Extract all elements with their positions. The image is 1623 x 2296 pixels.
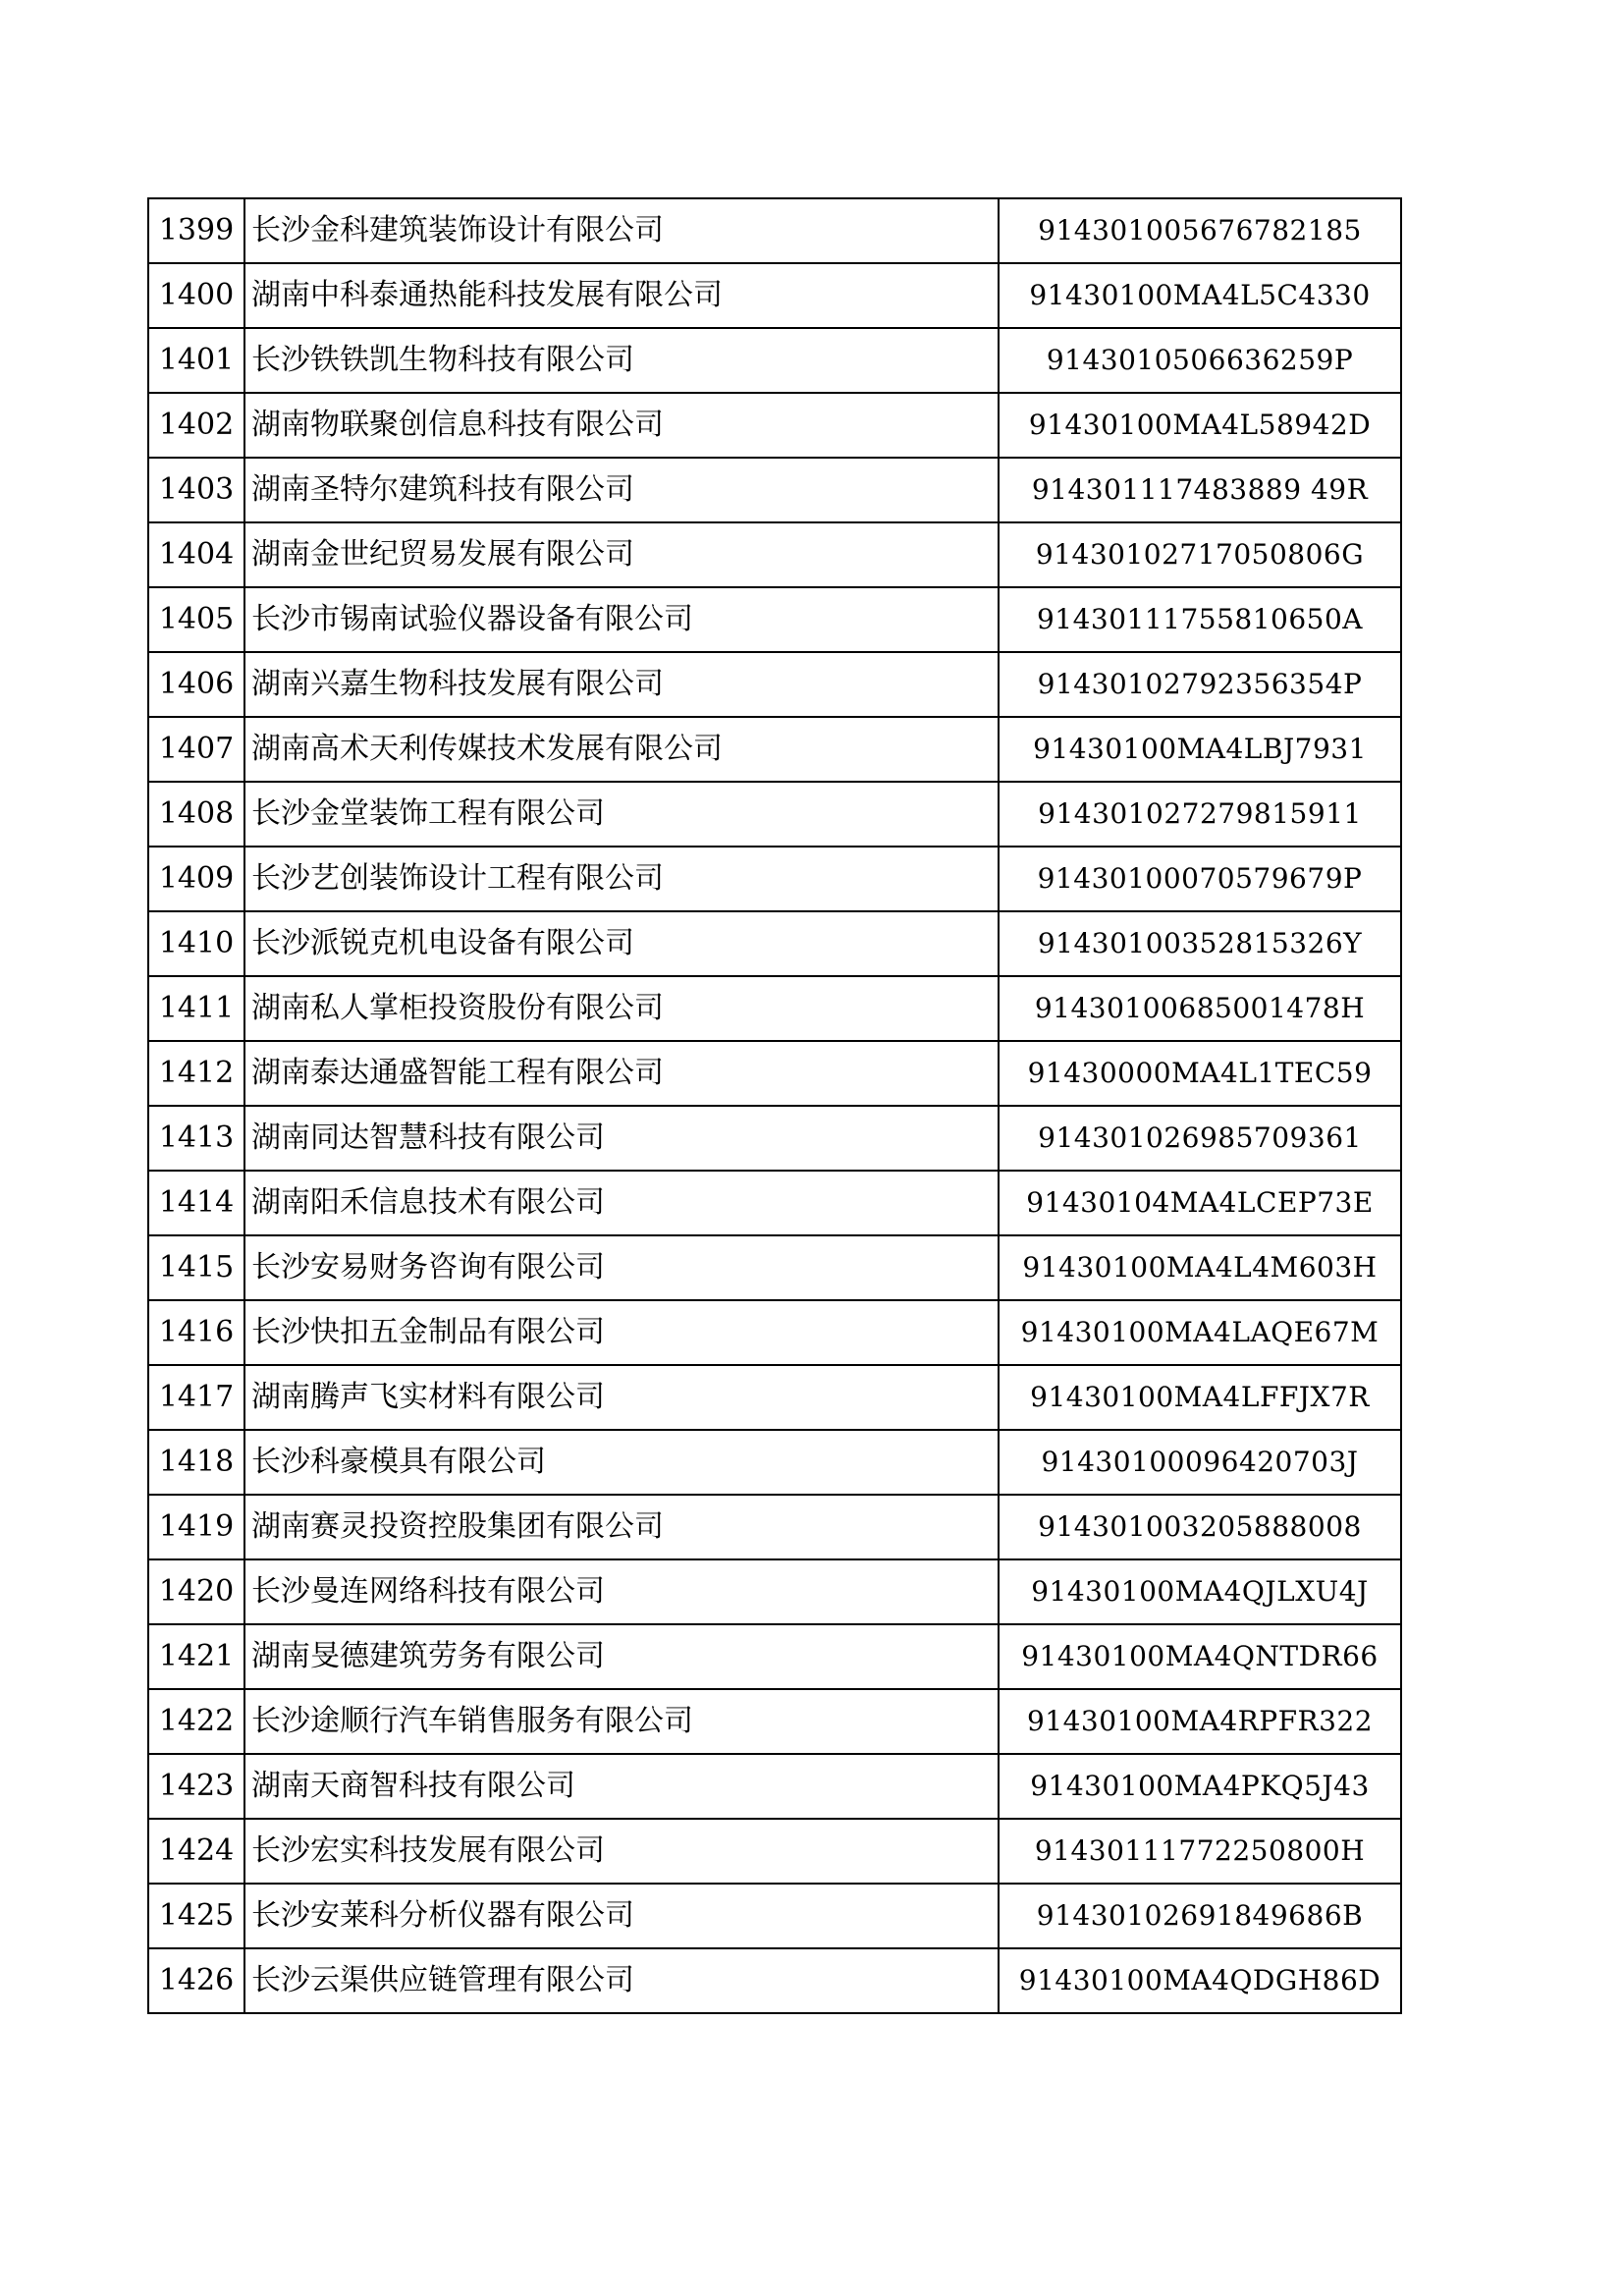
company-name: 湖南兴嘉生物科技发展有限公司: [244, 652, 999, 717]
row-number: 1409: [148, 847, 244, 911]
company-name: 长沙艺创装饰设计工程有限公司: [244, 847, 999, 911]
credit-code: 914301117483889 49R: [999, 458, 1401, 522]
credit-code: 91430100MA4QJLXU4J: [999, 1559, 1401, 1624]
company-name: 长沙科豪模具有限公司: [244, 1430, 999, 1495]
table-body: [148, 198, 1401, 2013]
row-number: 1411: [148, 976, 244, 1041]
table-row: [148, 522, 1401, 587]
row-number: 1422: [148, 1689, 244, 1754]
table-row: [148, 911, 1401, 976]
credit-code: 91430100MA4LBJ7931: [999, 717, 1401, 782]
credit-code: 9143010506636259P: [999, 328, 1401, 393]
credit-code: 91430102691849686B: [999, 1884, 1401, 1948]
company-name: 湖南高术天利传媒技术发展有限公司: [244, 717, 999, 782]
company-name: 长沙金堂装饰工程有限公司: [244, 782, 999, 847]
table-row: [148, 1171, 1401, 1235]
row-number: 1418: [148, 1430, 244, 1495]
row-number: 1420: [148, 1559, 244, 1624]
credit-code: 91430111772250800H: [999, 1819, 1401, 1884]
company-name: 长沙曼连网络科技有限公司: [244, 1559, 999, 1624]
row-number: 1417: [148, 1365, 244, 1430]
row-number: 1401: [148, 328, 244, 393]
credit-code: 91430111755810650A: [999, 587, 1401, 652]
company-name: 长沙金科建筑装饰设计有限公司: [244, 198, 999, 263]
row-number: 1407: [148, 717, 244, 782]
credit-code: 914301003205888008: [999, 1495, 1401, 1559]
company-name: 湖南天商智科技有限公司: [244, 1754, 999, 1819]
company-name: 湖南金世纪贸易发展有限公司: [244, 522, 999, 587]
row-number: 1415: [148, 1235, 244, 1300]
company-name: 长沙宏实科技发展有限公司: [244, 1819, 999, 1884]
row-number: 1425: [148, 1884, 244, 1948]
table-row: [148, 1300, 1401, 1365]
credit-code: 914301005676782185: [999, 198, 1401, 263]
company-name: 湖南赛灵投资控股集团有限公司: [244, 1495, 999, 1559]
table-row: [148, 1689, 1401, 1754]
credit-code: 91430102792356354P: [999, 652, 1401, 717]
company-name: 长沙途顺行汽车销售服务有限公司: [244, 1689, 999, 1754]
row-number: 1400: [148, 263, 244, 328]
company-name: 湖南泰达通盛智能工程有限公司: [244, 1041, 999, 1106]
row-number: 1399: [148, 198, 244, 263]
table-row: [148, 1819, 1401, 1884]
credit-code: 91430000MA4L1TEC59: [999, 1041, 1401, 1106]
credit-code: 91430100MA4L58942D: [999, 393, 1401, 458]
table-row: [148, 198, 1401, 263]
table-row: [148, 782, 1401, 847]
table-row: [148, 1235, 1401, 1300]
table-row: [148, 263, 1401, 328]
company-name: 湖南旻德建筑劳务有限公司: [244, 1624, 999, 1689]
company-name: 长沙安易财务咨询有限公司: [244, 1235, 999, 1300]
row-number: 1416: [148, 1300, 244, 1365]
table-row: [148, 587, 1401, 652]
table-row: [148, 1624, 1401, 1689]
company-table: [147, 197, 1402, 2014]
company-name: 湖南圣特尔建筑科技有限公司: [244, 458, 999, 522]
row-number: 1410: [148, 911, 244, 976]
credit-code: 91430100096420703J: [999, 1430, 1401, 1495]
credit-code: 914301027279815911: [999, 782, 1401, 847]
row-number: 1405: [148, 587, 244, 652]
row-number: 1413: [148, 1106, 244, 1171]
credit-code: 914301026985709361: [999, 1106, 1401, 1171]
credit-code: 91430100070579679P: [999, 847, 1401, 911]
company-name: 长沙安莱科分析仪器有限公司: [244, 1884, 999, 1948]
table-row: [148, 1948, 1401, 2013]
table-row: [148, 458, 1401, 522]
credit-code: 91430100MA4L4M603H: [999, 1235, 1401, 1300]
table-row: [148, 1365, 1401, 1430]
company-name: 长沙云渠供应链管理有限公司: [244, 1948, 999, 2013]
company-name: 长沙快扣五金制品有限公司: [244, 1300, 999, 1365]
row-number: 1412: [148, 1041, 244, 1106]
company-name: 湖南物联聚创信息科技有限公司: [244, 393, 999, 458]
table-row: [148, 976, 1401, 1041]
credit-code: 91430100MA4LAQE67M: [999, 1300, 1401, 1365]
table-row: [148, 1754, 1401, 1819]
row-number: 1406: [148, 652, 244, 717]
row-number: 1414: [148, 1171, 244, 1235]
row-number: 1403: [148, 458, 244, 522]
row-number: 1408: [148, 782, 244, 847]
row-number: 1421: [148, 1624, 244, 1689]
table-row: [148, 652, 1401, 717]
company-name: 长沙市锡南试验仪器设备有限公司: [244, 587, 999, 652]
company-name: 湖南中科泰通热能科技发展有限公司: [244, 263, 999, 328]
company-name: 湖南同达智慧科技有限公司: [244, 1106, 999, 1171]
credit-code: 91430100685001478H: [999, 976, 1401, 1041]
row-number: 1404: [148, 522, 244, 587]
table-row: [148, 1495, 1401, 1559]
credit-code: 91430100MA4QDGH86D: [999, 1948, 1401, 2013]
credit-code: 91430100MA4L5C4330: [999, 263, 1401, 328]
credit-code: 91430100MA4PKQ5J43: [999, 1754, 1401, 1819]
row-number: 1402: [148, 393, 244, 458]
table-row: [148, 1884, 1401, 1948]
table-row: [148, 1559, 1401, 1624]
credit-code: 91430102717050806G: [999, 522, 1401, 587]
row-number: 1426: [148, 1948, 244, 2013]
table-row: [148, 1106, 1401, 1171]
row-number: 1423: [148, 1754, 244, 1819]
row-number: 1419: [148, 1495, 244, 1559]
credit-code: 91430100352815326Y: [999, 911, 1401, 976]
credit-code: 91430104MA4LCEP73E: [999, 1171, 1401, 1235]
table-row: [148, 847, 1401, 911]
company-name: 湖南私人掌柜投资股份有限公司: [244, 976, 999, 1041]
credit-code: 91430100MA4LFFJX7R: [999, 1365, 1401, 1430]
credit-code: 91430100MA4QNTDR66: [999, 1624, 1401, 1689]
table-row: [148, 1430, 1401, 1495]
table-row: [148, 1041, 1401, 1106]
row-number: 1424: [148, 1819, 244, 1884]
credit-code: 91430100MA4RPFR322: [999, 1689, 1401, 1754]
company-name: 长沙铁铁凯生物科技有限公司: [244, 328, 999, 393]
table-row: [148, 393, 1401, 458]
table-row: [148, 328, 1401, 393]
company-name: 长沙派锐克机电设备有限公司: [244, 911, 999, 976]
company-name: 湖南腾声飞实材料有限公司: [244, 1365, 999, 1430]
table-row: [148, 717, 1401, 782]
company-name: 湖南阳禾信息技术有限公司: [244, 1171, 999, 1235]
